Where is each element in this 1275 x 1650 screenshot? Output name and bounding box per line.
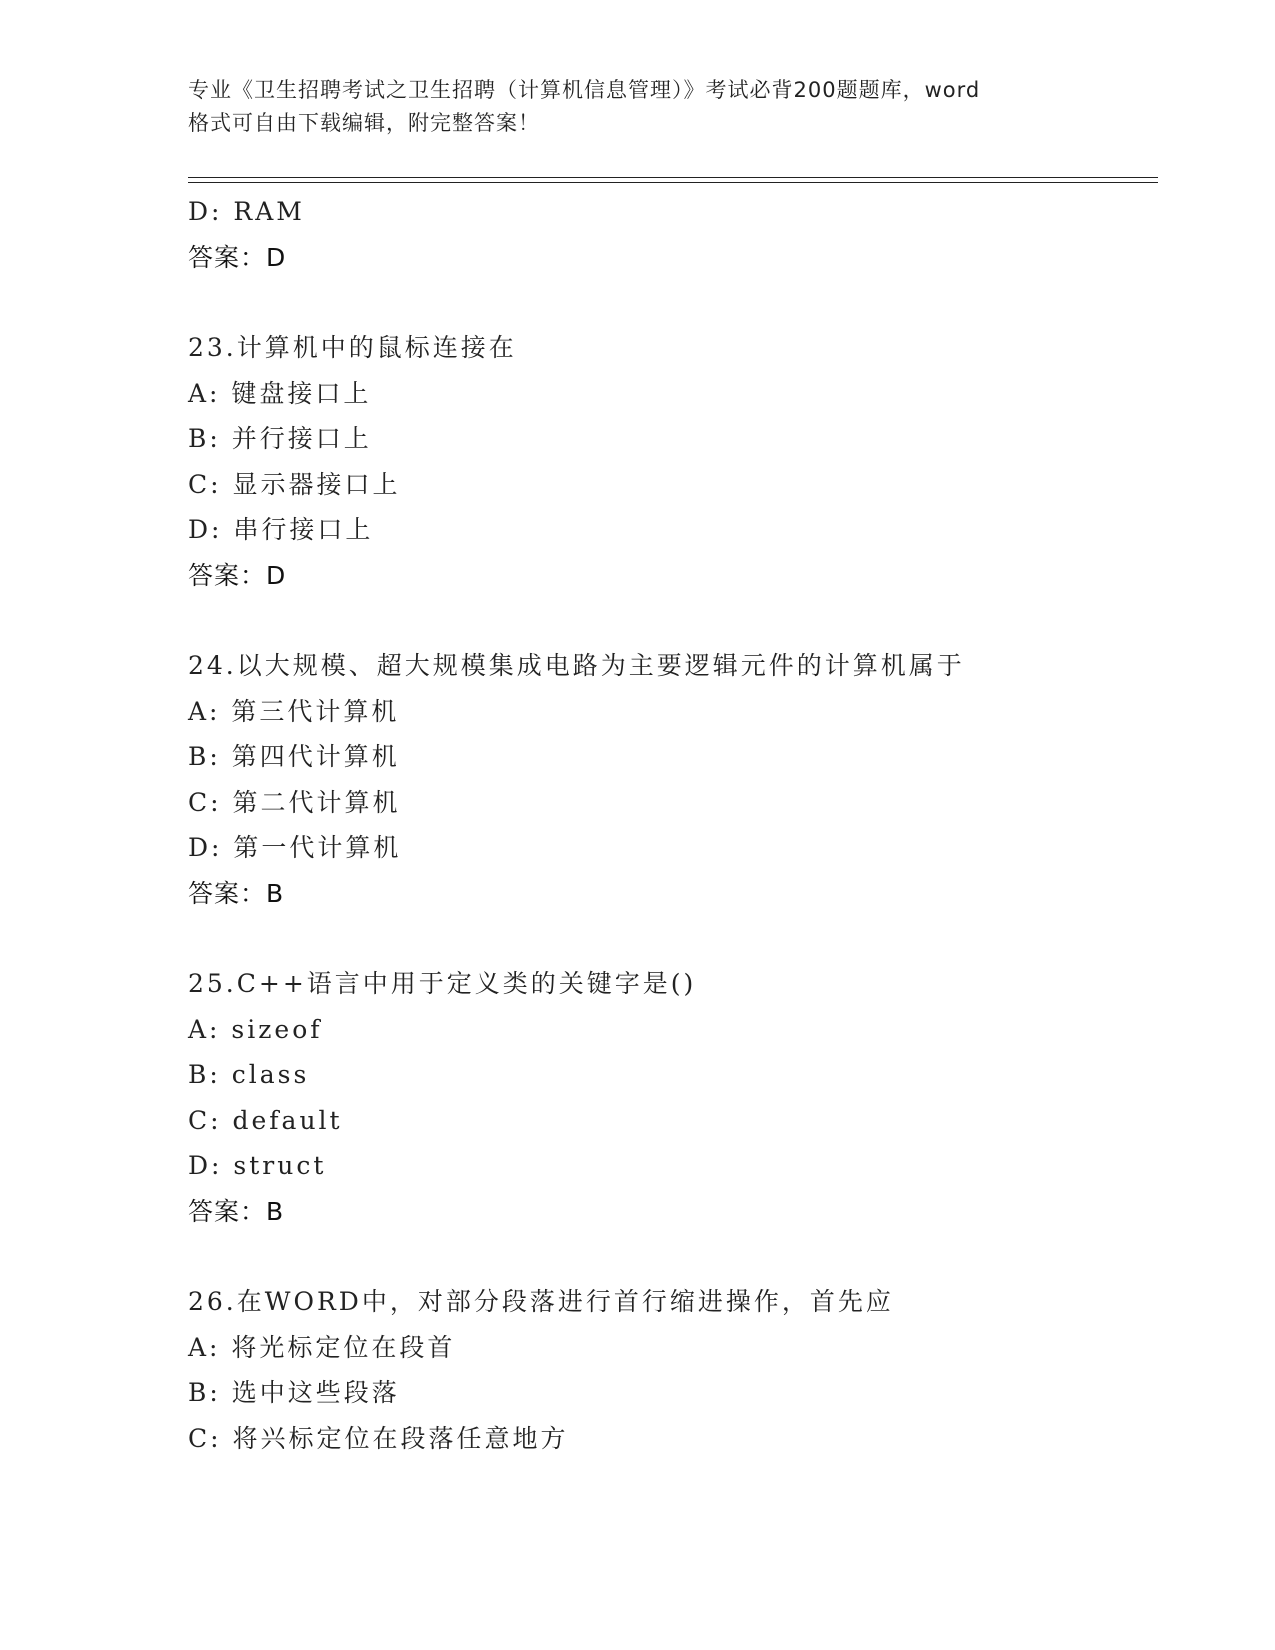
option-c: C: 将兴标定位在段落任意地方 (188, 1423, 569, 1453)
option-a: A: 将光标定位在段首 (188, 1332, 456, 1362)
document-header (188, 74, 1088, 140)
header-title-line-1: 专业《卫生招聘考试之卫生招聘（计算机信息管理）》考试必背200题题库，word (188, 78, 981, 102)
answer-line: 答案：D (188, 242, 287, 272)
answer-line: 答案：B (188, 878, 285, 908)
spacer (188, 598, 1158, 643)
question-stem: 24.以大规模、超大规模集成电路为主要逻辑元件的计算机属于 (188, 651, 965, 680)
answer-line: 答案：B (188, 1196, 285, 1226)
option-b: B: 并行接口上 (188, 424, 372, 453)
option-b: B: class (188, 1060, 310, 1089)
option-a: A: 键盘接口上 (188, 378, 372, 408)
option-d: D: 串行接口上 (188, 515, 374, 544)
option-c: C: default (188, 1105, 343, 1135)
question-stem: 23.计算机中的鼠标连接在 (188, 333, 517, 362)
spacer (188, 916, 1158, 961)
question-stem: 26.在WORD中，对部分段落进行首行缩进操作，首先应 (188, 1287, 894, 1316)
spacer (188, 280, 1158, 325)
question-22-tail (188, 189, 1158, 280)
option-c: C: 显示器接口上 (188, 469, 401, 499)
question-stem: 25.C++语言中用于定义类的关键字是() (188, 969, 697, 998)
header-divider-top (188, 177, 1158, 178)
header-title-line-2: 格式可自由下载编辑，附完整答案！ (188, 111, 540, 135)
answer-line: 答案：D (188, 560, 287, 590)
option-d: D: RAM (188, 197, 305, 226)
option-d: D: 第一代计算机 (188, 833, 402, 862)
spacer (188, 1234, 1158, 1279)
question-list (188, 189, 1158, 1461)
option-d: D: struct (188, 1151, 327, 1180)
option-b: B: 选中这些段落 (188, 1378, 400, 1407)
option-a: A: 第三代计算机 (188, 696, 400, 726)
option-a: A: sizeof (188, 1014, 323, 1044)
option-c: C: 第二代计算机 (188, 787, 401, 817)
question-23 (188, 325, 1158, 598)
question-25 (188, 961, 1158, 1234)
option-b: B: 第四代计算机 (188, 742, 400, 771)
question-24 (188, 643, 1158, 916)
question-26 (188, 1279, 1158, 1461)
header-divider-bottom (188, 182, 1158, 183)
